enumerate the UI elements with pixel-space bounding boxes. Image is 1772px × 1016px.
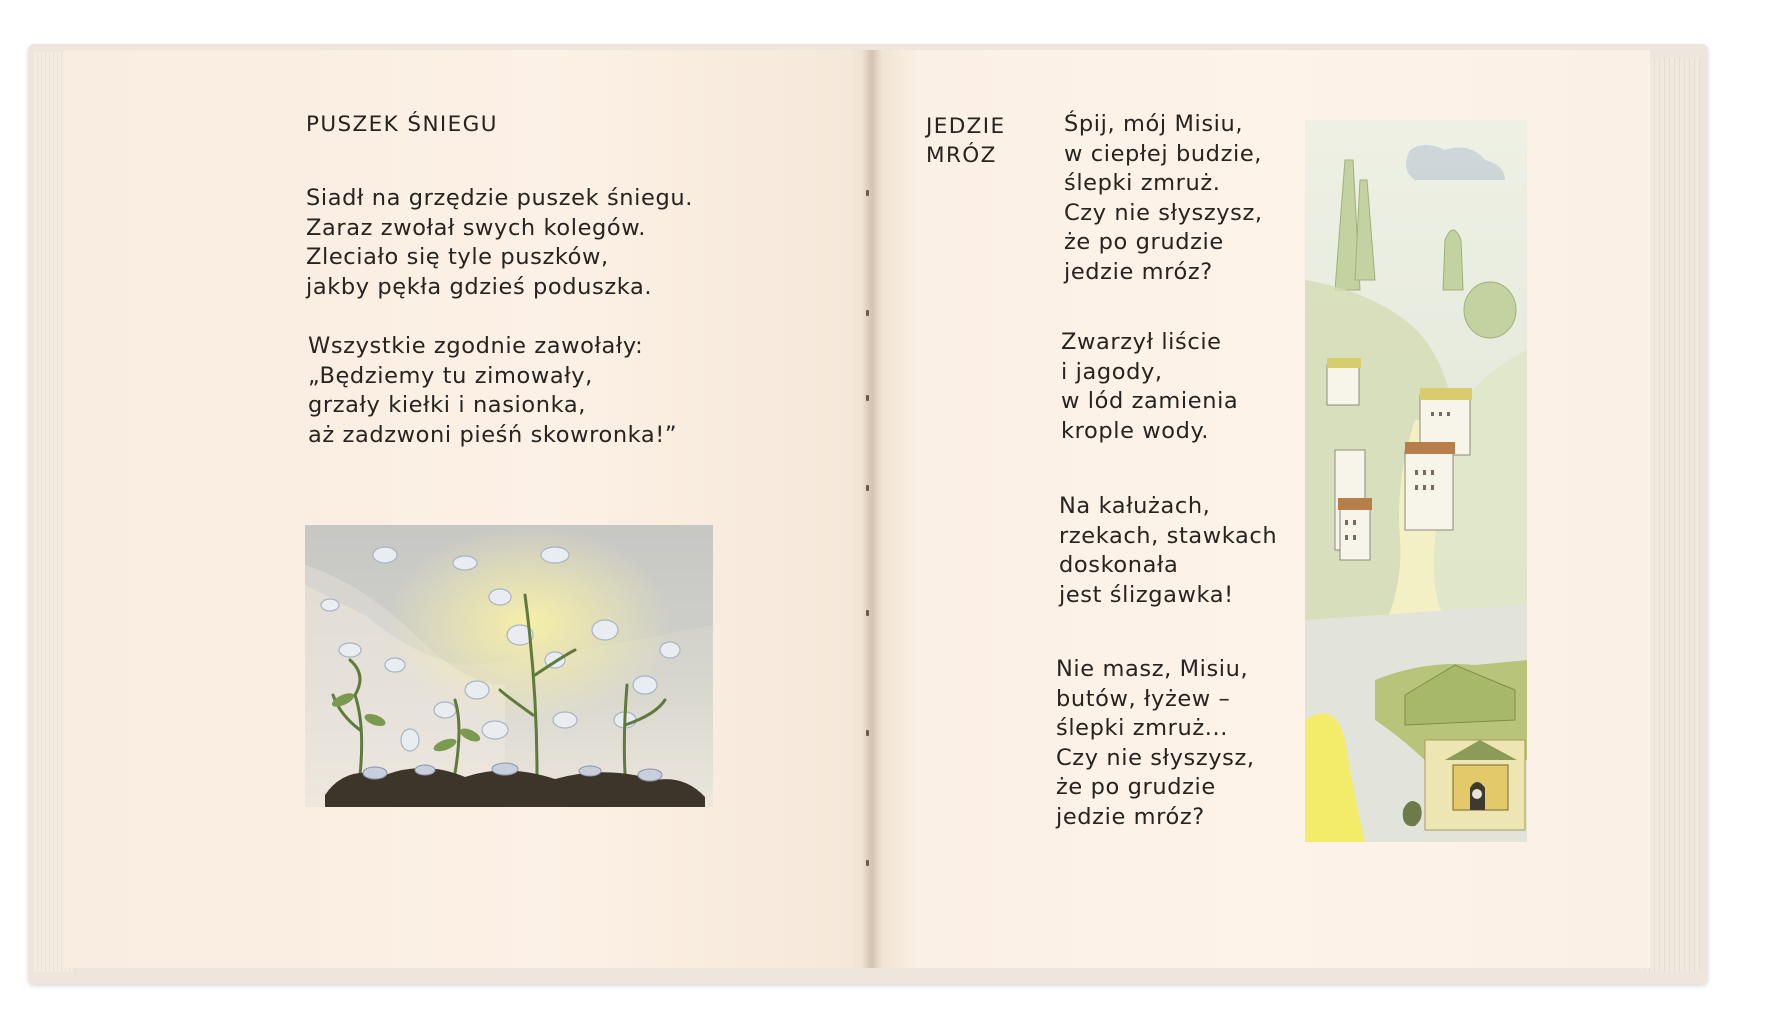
poem-line: jest ślizgawka! (1059, 581, 1234, 608)
poem-line: grzały kiełki i nasionka, (308, 392, 586, 418)
binding-thread (866, 610, 869, 616)
left-stanza-1 (306, 184, 693, 302)
binding-thread (866, 860, 869, 866)
poem-line: Czy nie słyszysz, (1056, 744, 1255, 771)
binding-thread (866, 310, 869, 316)
poem-line: Czy nie słyszysz, (1064, 199, 1263, 226)
poem-line: Siadł na grzędzie puszek śniegu. (306, 185, 693, 211)
binding-thread (866, 485, 869, 491)
poem-line: ślepki zmruż. (1064, 170, 1221, 196)
poem-line: Nie masz, Misiu, (1056, 656, 1249, 682)
snow-seedlings-illustration (305, 525, 713, 807)
poem-line: Śpij, mój Misiu, (1064, 111, 1244, 137)
left-poem-title: PUSZEK ŚNIEGU (306, 112, 498, 137)
poem-line: Zaraz zwołał swych kolegów. (306, 214, 646, 241)
poem-line: krople wody. (1061, 417, 1209, 444)
poem-line: rzekach, stawkach (1059, 522, 1278, 549)
poem-line: butów, łyżew – (1056, 685, 1231, 712)
poem-line: „Będziemy tu zimowały, (308, 362, 593, 389)
poem-line: że po grudzie (1064, 229, 1224, 255)
right-poem-title-line: JEDZIE (926, 114, 1006, 139)
right-stanza-3 (1059, 492, 1277, 610)
poem-line: ślepki zmruż... (1056, 715, 1229, 741)
binding-thread (866, 730, 869, 736)
poem-line: Zleciało się tyle puszków, (306, 244, 609, 270)
poem-line: że po grudzie (1056, 774, 1216, 800)
right-stanza-1 (1064, 110, 1263, 287)
binding-thread (866, 395, 869, 401)
left-stanza-2 (308, 332, 677, 450)
poem-line: w ciepłej budzie, (1064, 140, 1263, 167)
poem-line: w lód zamienia (1061, 388, 1239, 414)
right-stanza-4 (1056, 655, 1255, 832)
right-poem-title-line: MRÓZ (926, 143, 997, 168)
right-stanza-2 (1061, 328, 1238, 446)
poem-line: i jagody, (1061, 358, 1163, 385)
binding-thread (866, 190, 869, 196)
right-poem-title (926, 112, 1006, 170)
poem-line: jakby pękła gdzieś poduszka. (306, 273, 653, 300)
poem-line: jedzie mróz? (1056, 803, 1205, 830)
poem-line: doskonała (1059, 552, 1179, 578)
poem-line: aż zadzwoni pieśń skowronka!” (308, 421, 678, 448)
poem-line: Wszystkie zgodnie zawołały: (308, 333, 644, 359)
winter-village-illustration (1305, 120, 1527, 842)
poem-line: Zwarzył liście (1061, 329, 1222, 355)
poem-line: jedzie mróz? (1064, 258, 1213, 285)
book-gutter (862, 50, 882, 968)
poem-line: Na kałużach, (1059, 493, 1211, 519)
